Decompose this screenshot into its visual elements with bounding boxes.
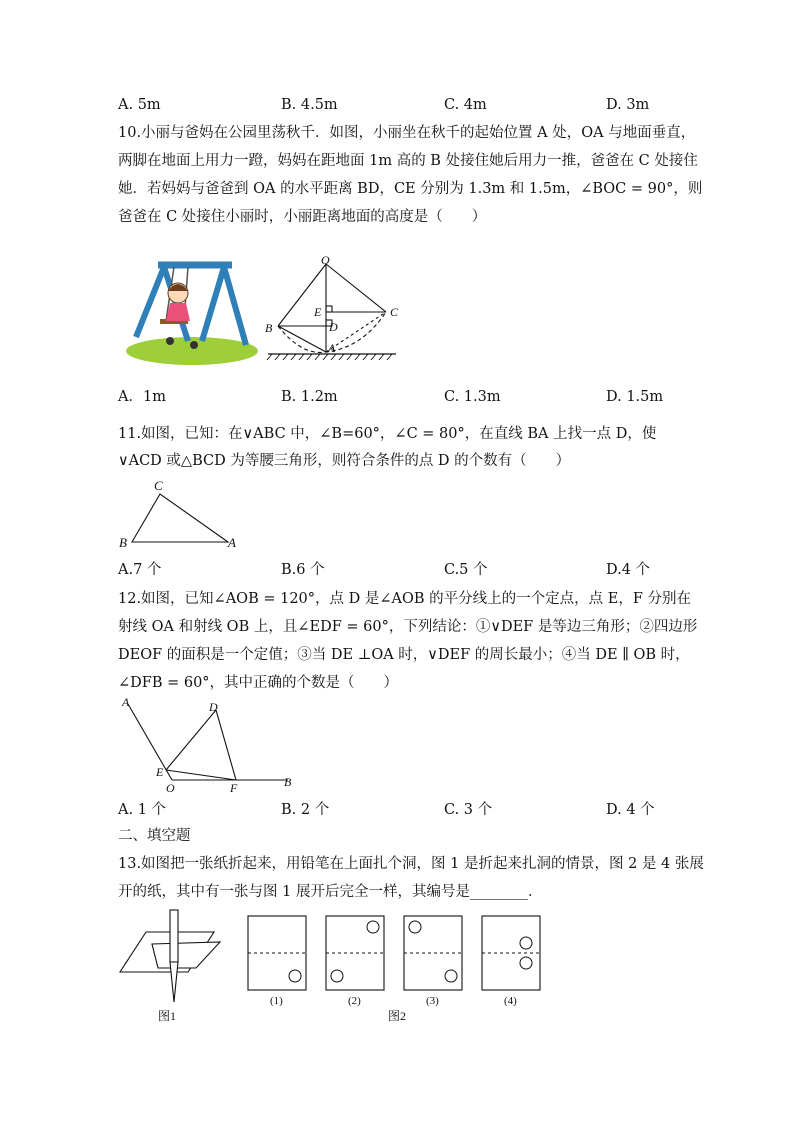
- q12-label-b: B: [284, 775, 292, 789]
- q10-option-b[interactable]: B. 1.2m: [281, 389, 338, 405]
- q12-label-d: D: [209, 700, 218, 714]
- q10-option-c[interactable]: C. 1.3m: [444, 389, 501, 405]
- q13-text-line-1: 13.如图把一张纸折起来，用铅笔在上面扎个洞，图 1 是折起来扎洞的情景，图 2 是 4 张展: [118, 856, 704, 872]
- q12-label-a: A: [122, 695, 130, 709]
- q11-option-a[interactable]: A.7 个: [118, 562, 162, 578]
- paper-1[interactable]: [248, 916, 306, 1007]
- q12-option-c[interactable]: C. 3 个: [444, 802, 493, 818]
- q12-text-line-3: DEOF 的面积是一个定值；③当 DE ⊥OA 时，∨DEF 的周长最小；④当 DE ∥ OB 时，: [118, 647, 690, 663]
- q11-option-d[interactable]: D.4 个: [606, 562, 651, 578]
- fig1-folded-paper: [116, 906, 226, 1024]
- q9-option-b[interactable]: B. 4.5m: [281, 97, 338, 113]
- q10-text-line-3: 她．若妈妈与爸爸到 OA 的水平距离 BD，CE 分别为 1.3m 和 1.5m，∠BOC = 90°，则: [118, 181, 703, 197]
- q13-text-line-2: 开的纸，其中有一张与图 1 展开后完全一样，其编号是________．: [118, 884, 543, 900]
- q11-text-line-1: 11.如图，已知：在∨ABC 中，∠B=60°，∠C = 80°，在直线 BA 上找一点 D，使: [118, 426, 657, 442]
- q10-geometry-figure: [262, 252, 407, 366]
- fig1-caption: 图1: [158, 1009, 177, 1023]
- q12-option-a[interactable]: A. 1 个: [118, 802, 167, 818]
- paper-3[interactable]: [404, 916, 462, 1007]
- q11-option-b[interactable]: B.6 个: [281, 562, 325, 578]
- q12-text-line-4: ∠DFB = 60°，其中正确的个数是（ ）: [118, 675, 399, 691]
- q11-label-b: B: [119, 535, 127, 550]
- q10-option-d[interactable]: D. 1.5m: [606, 389, 664, 405]
- q10-label-c: C: [390, 305, 399, 319]
- q11-triangle-figure: [116, 476, 246, 550]
- paper-2-label: (2): [348, 995, 361, 1007]
- q10-label-b: B: [265, 321, 273, 335]
- swing-illustration: [122, 255, 262, 370]
- q10-label-a: A: [328, 341, 336, 355]
- q12-label-f: F: [230, 781, 238, 794]
- q10-text-line-4: 爸爸在 C 处接住小丽时，小丽距离地面的高度是（ ）: [118, 209, 487, 225]
- q11-text-line-2: ∨ACD 或△BCD 为等腰三角形，则符合条件的点 D 的个数有（ ）: [118, 453, 571, 469]
- q10-label-d: D: [329, 320, 338, 334]
- paper-2[interactable]: [326, 916, 384, 1007]
- q12-option-d[interactable]: D. 4 个: [606, 802, 655, 818]
- q11-label-c: C: [154, 478, 163, 493]
- q12-label-o: O: [166, 781, 175, 794]
- paper-1-label: (1): [270, 995, 283, 1007]
- paper-4-label: (4): [504, 995, 517, 1007]
- q9-option-d[interactable]: D. 3m: [606, 97, 650, 113]
- q12-text-line-1: 12.如图，已知∠AOB = 120°，点 D 是∠AOB 的平分线上的一个定点，点 E，F 分别在: [118, 591, 691, 607]
- q9-option-a[interactable]: A. 5m: [118, 97, 161, 113]
- section-title: 二、填空题: [118, 828, 191, 844]
- q10-label-o: O: [321, 253, 330, 267]
- paper-4[interactable]: [482, 916, 540, 1007]
- q11-label-a: A: [228, 535, 236, 550]
- q12-option-b[interactable]: B. 2 个: [281, 802, 330, 818]
- fig2-caption: 图2: [388, 1009, 407, 1023]
- q12-label-e: E: [156, 765, 164, 779]
- q10-option-a[interactable]: A．1m: [118, 389, 166, 405]
- paper-3-label: (3): [426, 995, 439, 1007]
- q10-text-line-1: 10.小丽与爸妈在公园里荡秋千．如图，小丽坐在秋千的起始位置 A 处，OA 与地面垂直，: [118, 125, 696, 141]
- q10-label-e: E: [314, 305, 322, 319]
- q10-text-line-2: 两脚在地面上用力一蹬，妈妈在距地面 1m 高的 B 处接住她后用力一推，爸爸在 C 处接住: [118, 153, 698, 169]
- q9-option-c[interactable]: C. 4m: [444, 97, 487, 113]
- q11-option-c[interactable]: C.5 个: [444, 562, 488, 578]
- q12-text-line-2: 射线 OA 和射线 OB 上，且∠EDF = 60°，下列结论：①∨DEF 是等边三角形；②四边形: [118, 619, 698, 635]
- q12-angle-figure: [114, 694, 304, 794]
- fig2-unfolded-papers: [244, 912, 544, 1024]
